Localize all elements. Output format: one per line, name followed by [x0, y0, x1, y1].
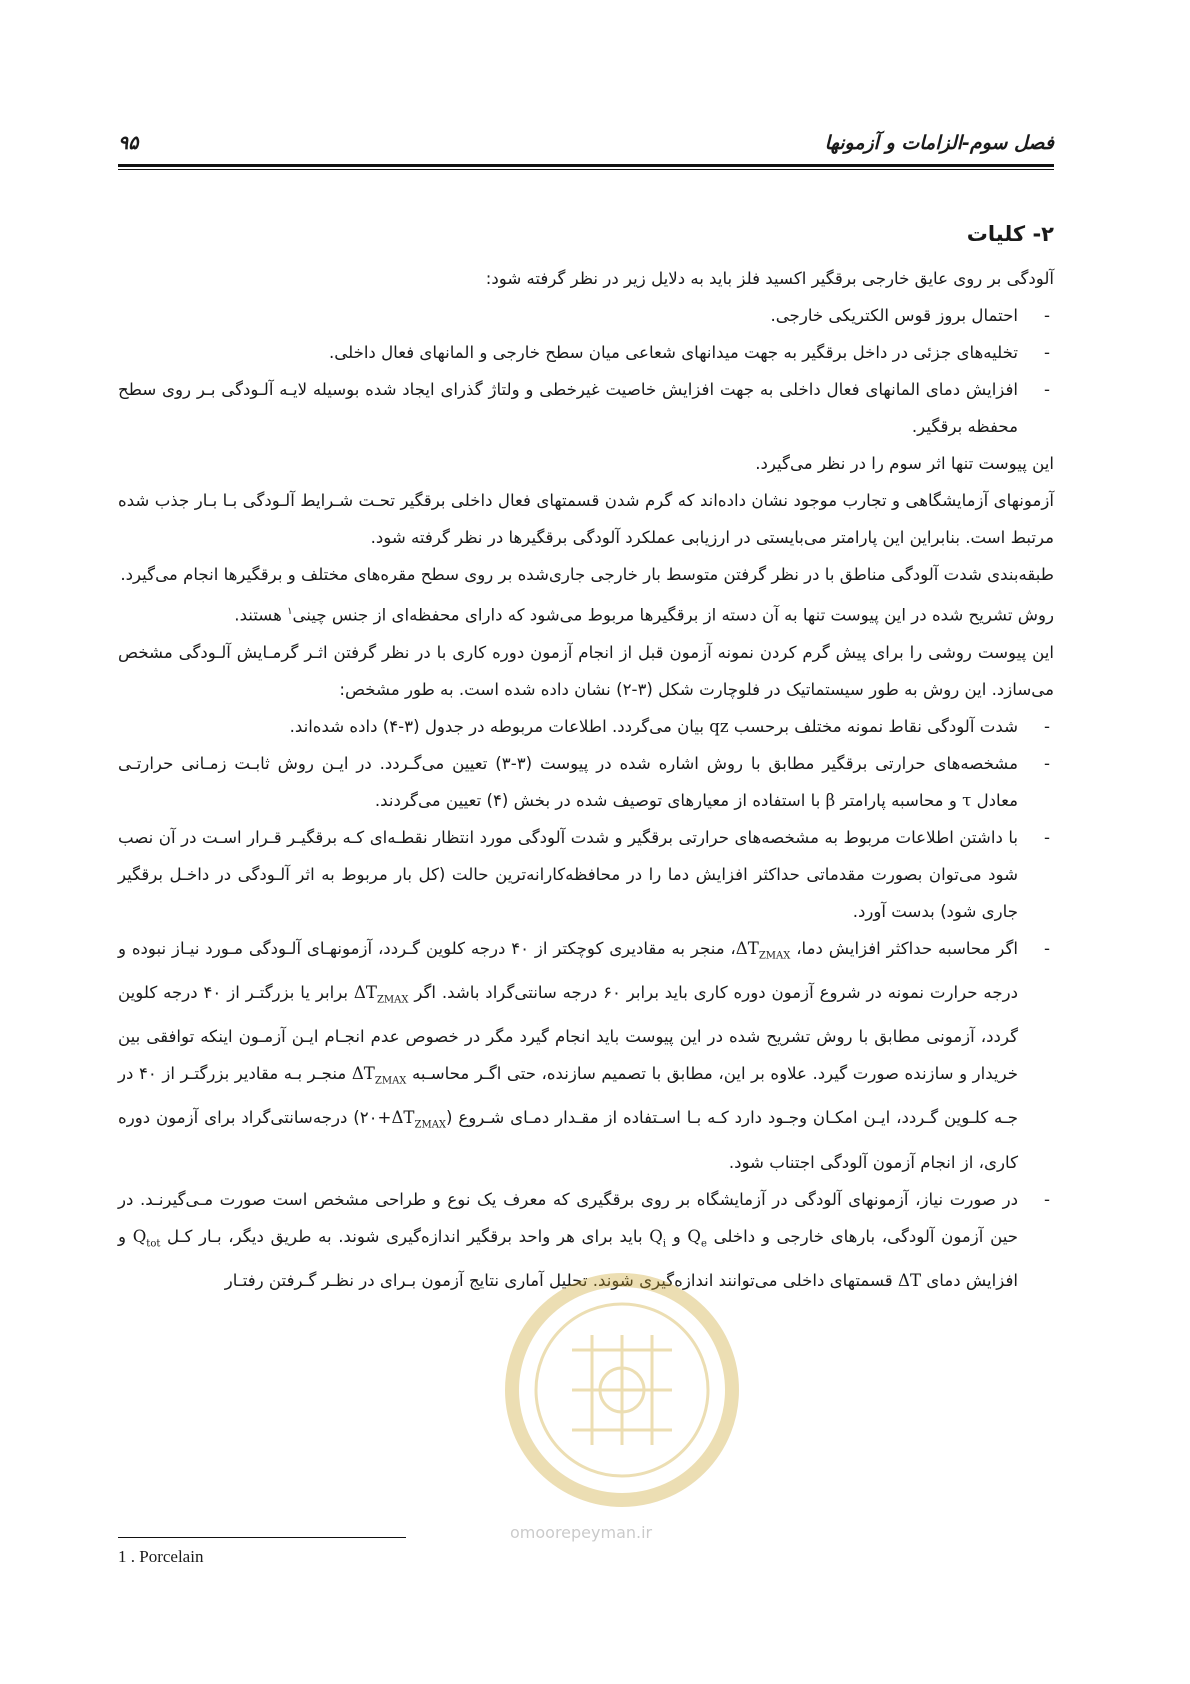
paragraph: این پیوست تنها اثر سوم را در نظر می‌گیرد.	[755, 454, 1054, 473]
symbol-tau: τ	[962, 790, 972, 810]
bullet-dash: -	[1044, 343, 1050, 362]
bullet-dash: -	[1044, 1189, 1050, 1209]
bullet-item: - شدت آلودگی نقاط نمونه مختلف برحسب qz بیان می‌گردد. اطلاعات مربوطه در جدول (۳-۴) داده شده‌اند.	[118, 708, 1054, 745]
bullet-item: - تخلیه‌های جزئی در داخل برقگیر به جهت میدانهای شعاعی میان سطح خارجی و المانهای فعال داخلی.	[118, 334, 1054, 371]
symbol-dtzmax: $\Delta T_{ZMAX}$	[353, 982, 409, 1006]
page-number: ۹۵	[118, 132, 139, 154]
bullet-item: - اگر محاسبه حداکثر افزایش دما، $\Delta T_{ZMAX}،$ منجر به مقادیری کوچکتر از ۴۰ درجه کلوین گـردد، آزمونهـای آلـودگی مـورد نیـاز نبوده و درجه حرارت نمونه در شروع آزمون دوره کاری باید برابر ۶۰ درجه سانتی‌گراد باشد. اگر $\Delta T_{ZMAX}$ برابر یا بزرگتـر از ۴۰ درجه کلوین گردد، آزمونی مطابق با روش تشریح شده در این پیوست باید انجام گیرد مگر در خصوص عدم انجـام ایـن آزمـون اینکه توافقی بین خریدار و سازنده صورت گیرد. علاوه بر این، مطابق با تصمیم سازنده، حتی اگـر محاسـبه $\Delta T_{ZMAX}$ منجـر بـه مقادیر بزرگتـر از ۴۰ در جـه کلـوین گـردد، ایـن امکـان وجـود دارد کـه بـا اسـتفاده از مقـدار دمـای شـروع $(\Delta T_{ZMAX}+۲۰)$ درجه‌سانتی‌گراد برای آزمون دوره کاری، از انجام آزمون آلودگی اجتناب شود.	[118, 930, 1054, 1181]
symbol-dtzmax: $\Delta T_{ZMAX}$	[391, 1108, 447, 1131]
bullet-item: - مشخصه‌های حرارتی برقگیر مطابق با روش اشاره شده در پیوست (۳-۳) تعیین می‌گـردد. در ایـن روش ثابـت زمـانی حرارتـی معادل τ و محاسبه پارامتر β با استفاده از معیارهای توصیف شده در بخش (۴) تعیین می‌گردند.	[118, 745, 1054, 819]
paragraph: این پیوست روشی را برای پیش گرم کردن نمونه آزمون قبل از انجام آزمون دوره کاری با در نظر گرفتن اثـر گرمـایش آلـودگی مشخص می‌سازد. این روش به طور سیستماتیک در فلوچارت شکل (۳-۲) نشان داده شده است. به طور مشخص:	[118, 642, 1054, 699]
symbol-qz: qz	[709, 716, 729, 736]
bullet-dash: -	[1044, 753, 1050, 773]
section-heading: ۲- کلیات	[966, 222, 1054, 246]
body-text	[118, 212, 1054, 1299]
bullet-dash: -	[1044, 938, 1050, 958]
symbol-dtzmax: $\Delta T_{ZMAX}$	[735, 938, 791, 961]
bullet-item: - افزایش دمای المانهای فعال داخلی به جهت افزایش خاصیت غیرخطی و ولتاژ گذرای ایجاد شده بوسیله لایـه آلـودگی بـر روی سطح محفظه برقگیر.	[118, 371, 1054, 445]
bullet-dash: -	[1044, 380, 1050, 399]
symbol-qi: $Q_i$	[649, 1226, 667, 1250]
paragraph: آلودگی بر روی عایق خارجی برقگیر اکسید فلز باید به دلایل زیر در نظر گرفته شود:	[485, 269, 1054, 288]
symbol-beta: β	[825, 790, 836, 810]
bullet-dash: -	[1044, 716, 1050, 736]
running-header	[118, 130, 1054, 160]
footnote-rule	[118, 1537, 406, 1538]
symbol-dt: ΔT	[897, 1271, 922, 1291]
bullet-dash: -	[1044, 827, 1050, 847]
bullet-item: - در صورت نیاز، آزمونهای آلودگی در آزمایشگاه بر روی برقگیری که معرف یک نوع و طراحی مشخص است صورت مـی‌گیرنـد. در حین آزمون آلودگی، بارهای خارجی و داخلی $Q_e$ و $Q_i$ باید برای هر واحد برقگیر اندازه‌گیری شوند. به طریق دیگر، بـار کـل $Q_{tot}$ و افزایش دمای ΔT قسمتهای داخلی می‌توانند اندازه‌گیری شوند. تحلیل آماری نتایج آزمون بـرای در نظـر گـرفتن رفتـار	[118, 1181, 1054, 1299]
header-rule-thick	[118, 164, 1054, 167]
header-rule-thin	[118, 169, 1054, 170]
bullet-dash: -	[1044, 306, 1050, 325]
footnote-ref: ۱	[287, 606, 293, 617]
symbol-qe: $Q_e$	[687, 1226, 707, 1250]
symbol-qtot: $Q_{tot}$	[132, 1226, 161, 1250]
paragraph: روش تشریح شده در این پیوست تنها به آن دسته از برقگیرها مربوط می‌شود که دارای محفظه‌ای از جنس چینی$^۱$ هستند.	[234, 605, 1054, 625]
paragraph: طبقه‌بندی شدت آلودگی مناطق با در نظر گرفتن متوسط بار خارجی جاری‌شده بر روی سطح مقره‌های مختلف و برقگیرها انجام می‌گیرد.	[120, 565, 1054, 584]
bullet-item: - احتمال بروز قوس الکتریکی خارجی.	[118, 297, 1054, 334]
footnote: 1 . Porcelain	[118, 1547, 204, 1566]
watermark-site: omoorepeyman.ir	[510, 1523, 653, 1542]
paragraph: آزمونهای آزمایشگاهی و تجارب موجود نشان داده‌اند که گرم شدن قسمتهای فعال داخلی برقگیر تحـت شـرایط آلـودگی بـا بـار جذب شده مرتبط است. بنابراین این پارامتر می‌بایستی در ارزیابی عملکرد آلودگی برقگیرها در نظر گرفته شود.	[118, 491, 1054, 547]
symbol-dtzmax: $\Delta T_{ZMAX}$	[351, 1064, 407, 1087]
bullet-item: - با داشتن اطلاعات مربوط به مشخصه‌های حرارتی برقگیر و شدت آلودگی مورد انتظار نقطـه‌ای کـه برقگیـر قـرار اسـت در آن نصب شود می‌توان بصورت مقدماتی حداکثر افزایش دما را در محافظه‌کارانه‌ترین حالت (کل بار مربوط به اثر آلـودگی در داخـل برقگیر جاری شود) بدست آورد.	[118, 819, 1054, 930]
chapter-title: فصل سوم-الزامات و آزمونها	[824, 132, 1054, 154]
watermark-logo	[492, 1255, 752, 1555]
